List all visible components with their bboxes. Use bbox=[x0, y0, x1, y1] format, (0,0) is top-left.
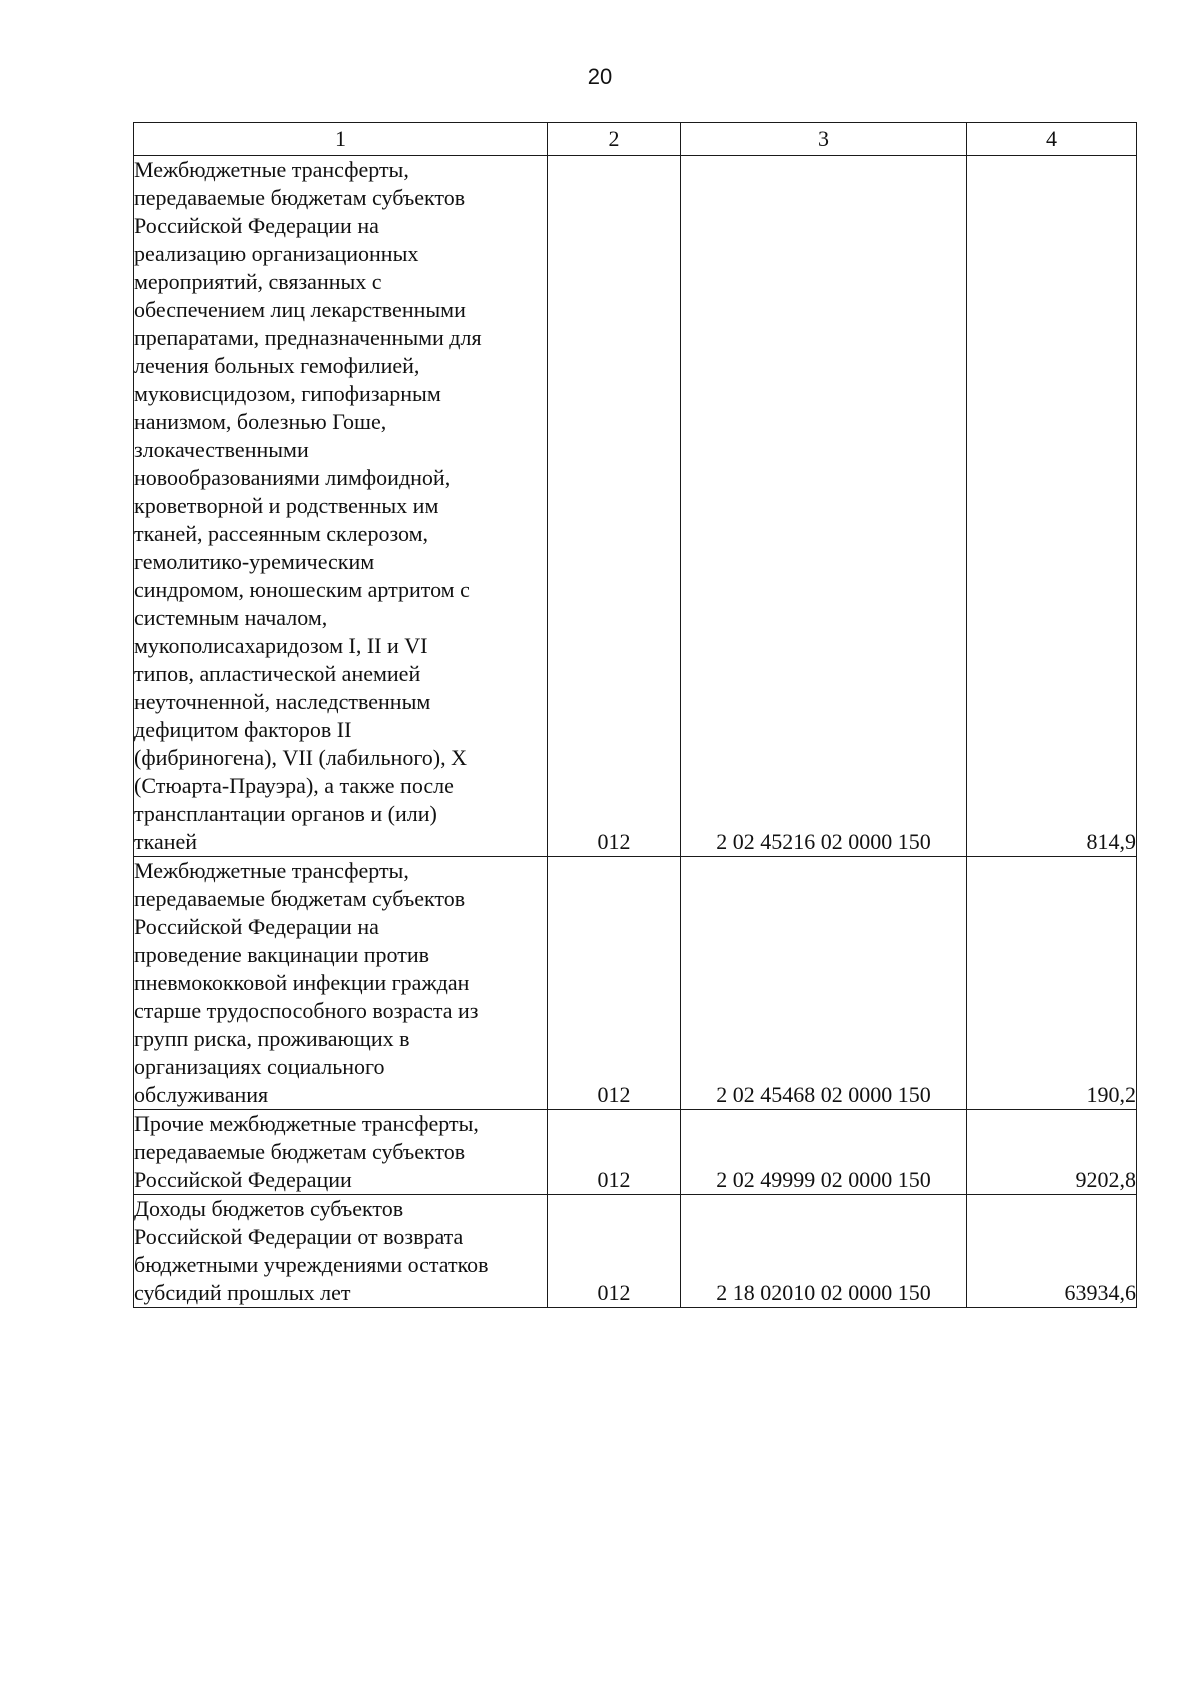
revenue-name-line: бюджетными учреждениями остатков bbox=[134, 1252, 489, 1277]
column-header-4: 4 bbox=[967, 123, 1137, 156]
column-header-3: 3 bbox=[681, 123, 967, 156]
revenue-name-line: злокачественными bbox=[134, 437, 309, 462]
revenue-name-line: Российской Федерации на bbox=[134, 213, 379, 238]
revenue-name-line: синдромом, юношеским артритом с bbox=[134, 577, 470, 602]
budget-classification-code-cell: 2 02 45468 02 0000 150 bbox=[681, 857, 967, 1110]
revenue-name-line: Российской Федерации bbox=[134, 1167, 352, 1192]
revenue-name-line: передаваемые бюджетам субъектов bbox=[134, 1139, 466, 1164]
revenue-name-line: неуточненной, наследственным bbox=[134, 689, 431, 714]
revenue-name-cell bbox=[134, 1110, 548, 1195]
table-body bbox=[134, 156, 1137, 1308]
revenue-name-line: старше трудоспособного возраста из bbox=[134, 998, 479, 1023]
revenue-name-line: обслуживания bbox=[134, 1082, 269, 1107]
revenue-name-cell bbox=[134, 156, 548, 857]
admin-code-cell: 012 bbox=[548, 1110, 681, 1195]
revenue-name-cell bbox=[134, 857, 548, 1110]
table-row bbox=[134, 1195, 1137, 1308]
admin-code-cell: 012 bbox=[548, 857, 681, 1110]
revenue-name-line: Российской Федерации на bbox=[134, 914, 379, 939]
revenue-name-line: типов, апластической анемией bbox=[134, 661, 421, 686]
revenue-name-cell bbox=[134, 1195, 548, 1308]
amount-cell: 190,2 bbox=[967, 857, 1137, 1110]
revenue-name-line: передаваемые бюджетам субъектов bbox=[134, 886, 466, 911]
revenue-name-line: новообразованиями лимфоидной, bbox=[134, 465, 451, 490]
column-header-2: 2 bbox=[548, 123, 681, 156]
page-number: 20 bbox=[587, 64, 613, 89]
budget-classification-code-cell: 2 02 49999 02 0000 150 bbox=[681, 1110, 967, 1195]
budget-classification-code-cell: 2 18 02010 02 0000 150 bbox=[681, 1195, 967, 1308]
revenue-name-line: тканей bbox=[134, 829, 198, 854]
table-header-row bbox=[134, 123, 1137, 156]
revenue-name-line: кроветворной и родственных им bbox=[134, 493, 439, 518]
revenue-name-line: нанизмом, болезнью Гоше, bbox=[134, 409, 387, 434]
revenue-name-line: тканей, рассеянным склерозом, bbox=[134, 521, 429, 546]
revenue-name-line: субсидий прошлых лет bbox=[134, 1280, 351, 1305]
revenue-name-line: гемолитико-уремическим bbox=[134, 549, 375, 574]
revenue-name-line: групп риска, проживающих в bbox=[134, 1026, 410, 1051]
revenue-name-line: организациях социального bbox=[134, 1054, 385, 1079]
admin-code-cell: 012 bbox=[548, 1195, 681, 1308]
revenue-name-line: Доходы бюджетов субъектов bbox=[134, 1196, 404, 1221]
revenue-name-line: Прочие межбюджетные трансферты, bbox=[134, 1111, 479, 1136]
revenue-name-line: передаваемые бюджетам субъектов bbox=[134, 185, 466, 210]
revenue-name-line: (фибриногена), VII (лабильного), X bbox=[134, 745, 468, 770]
revenue-name-line: проведение вакцинации против bbox=[134, 942, 429, 967]
amount-cell: 814,9 bbox=[967, 156, 1137, 857]
amount-cell: 9202,8 bbox=[967, 1110, 1137, 1195]
revenue-name-line: мероприятий, связанных с bbox=[134, 269, 382, 294]
budget-revenue-table bbox=[133, 122, 1137, 1308]
amount-cell: 63934,6 bbox=[967, 1195, 1137, 1308]
revenue-name-line: трансплантации органов и (или) bbox=[134, 801, 437, 826]
revenue-name-line: реализацию организационных bbox=[134, 241, 419, 266]
revenue-name-line: препаратами, предназначенными для bbox=[134, 325, 482, 350]
revenue-name-line: системным началом, bbox=[134, 605, 328, 630]
revenue-name-line: дефицитом факторов II bbox=[134, 717, 352, 742]
revenue-name-line: Российской Федерации от возврата bbox=[134, 1224, 464, 1249]
table-row bbox=[134, 857, 1137, 1110]
revenue-name-line: лечения больных гемофилией, bbox=[134, 353, 420, 378]
admin-code-cell: 012 bbox=[548, 156, 681, 857]
revenue-name-line: мукополисахаридозом I, II и VI bbox=[134, 633, 428, 658]
revenue-name-line: обеспечением лиц лекарственными bbox=[134, 297, 466, 322]
revenue-name-line: муковисцидозом, гипофизарным bbox=[134, 381, 441, 406]
revenue-name-line: Межбюджетные трансферты, bbox=[134, 157, 409, 182]
column-header-1: 1 bbox=[134, 123, 548, 156]
table-row bbox=[134, 1110, 1137, 1195]
table-row bbox=[134, 156, 1137, 857]
revenue-name-line: Межбюджетные трансферты, bbox=[134, 858, 409, 883]
budget-classification-code-cell: 2 02 45216 02 0000 150 bbox=[681, 156, 967, 857]
revenue-name-line: пневмококковой инфекции граждан bbox=[134, 970, 470, 995]
revenue-name-line: (Стюарта-Прауэра), а также после bbox=[134, 773, 454, 798]
